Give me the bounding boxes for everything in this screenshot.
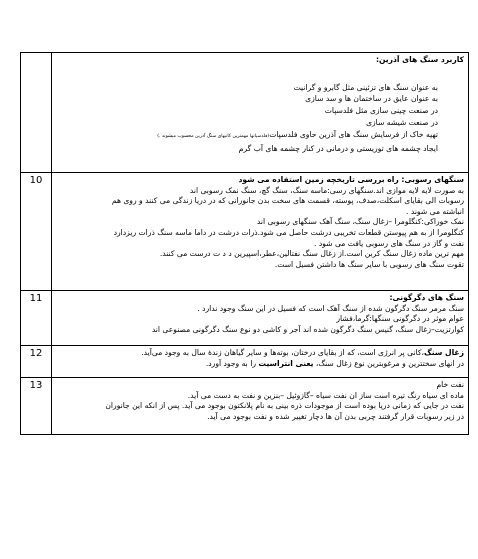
text-segment: در انهای سختترین و مرغوبترین نوع زغال سنگ، xyxy=(313,358,464,368)
bullet-list xyxy=(55,82,464,155)
text-segment: را به وجود آورد. xyxy=(205,358,259,368)
lesson-table xyxy=(20,52,469,435)
coal-term: زغال سنگ xyxy=(424,348,464,357)
table-row xyxy=(21,291,469,346)
text-line: ماده ای سیاه رنگ تیره است ساز ان نفت سیاه –گازوئیل –بنزین و نفت به دست می آید. xyxy=(187,390,464,400)
text-line: نفت و گاز در سنگ های رسوبی یافت می شود . xyxy=(314,238,464,248)
text-line: انباشته می شوند . xyxy=(406,206,464,216)
table-row xyxy=(21,173,469,291)
text-line: نفت در جایی که زمانی دریا بوده است از موجودات ذره بینی به نام پلانکتون بوجود می آید. پس از انکه این جانوران xyxy=(105,401,464,411)
text-line: تقوت سنگ های رسوبی با سایر سنگ ها داشتن فسیل است. xyxy=(274,259,464,269)
text-line: در زیر رسوبات قرار گرفتند چربی بدن آن ها دچار تغییر شده و نفت بوجود می آید. xyxy=(207,411,464,421)
row-number: 10 xyxy=(21,173,52,291)
row-content xyxy=(52,173,469,291)
text-line: کنگلومرا از به هم پیوستن قطعات تخریبی درشت حاصل می شود.ذرات درشت در داما ماسه سنگ ذرات ریزدارد xyxy=(113,227,464,237)
text-line: نفت خام xyxy=(436,380,464,389)
section-title: سنگ های دگرگونی: xyxy=(389,293,464,302)
text-line xyxy=(55,359,464,370)
row-number xyxy=(21,53,52,173)
text-line xyxy=(55,348,464,359)
row-content xyxy=(52,346,469,378)
text-line: رسوبات الی بقایای اسکلت،صدف، پوسته، قسمت های سخت بدن جانورانی که در دریا زندگی می کنند و روی هم xyxy=(111,196,464,206)
row-number: 11 xyxy=(21,291,52,346)
row-content xyxy=(52,378,469,435)
text-line: به صورت لایه لایه موازی اند.سنگهای رسی:ماسه سنگ، سنگ گچ، سنگ نمک رسوبی اند xyxy=(189,185,464,195)
row-number: 13 xyxy=(21,378,52,435)
list-item: • به عنوان عایق در ساختمان ها و سد سازی xyxy=(55,93,438,105)
anthracite-term: یعنی انتراسیت xyxy=(258,358,314,368)
list-item: • ایجاد چشمه های توریستی و درمانی در کنار چشمه های آب گرم xyxy=(55,143,438,155)
list-item: • به عنوان سنگ های تزئینی مثل گابرو و گرانیت xyxy=(55,82,438,94)
section-title: سنگهای رسوبی: راه بررسی تاریخچه زمین استفاده می شود xyxy=(238,175,464,184)
table-row xyxy=(21,346,469,378)
list-item-text: تهیه خاک از فرسایش سنگ های آذرین حاوی فلدسپات xyxy=(269,129,438,139)
table-row xyxy=(21,53,469,173)
text-line: کوارتزیت–زغال سنگ، گنیس سنگ دگرگون شده اند آجر و کاشی دو نوع سنگ دگرگونی مصنوعی اند xyxy=(151,324,464,334)
footnote-text: (فلدسپاتها مهمترین کانیهای سنگ آذرین محسوب میشوند .) xyxy=(157,133,270,139)
text-line: سنگ مرمر سنگ دگرگون شده از سنگ آهک است که فسیل در این سنگ وجود ندارد . xyxy=(197,303,464,313)
list-item: • در صنعت شیشه سازی xyxy=(55,117,438,129)
coal-definition: ،کانی پر انرژی است، که از بقایای درختان، بوته‌ها و سایر گیاهان زنده‌ٔ سال به وجود می‌آید. xyxy=(141,348,424,357)
section-title: کاربرد سنگ های آذرین: xyxy=(375,55,464,64)
row-number: 12 xyxy=(21,346,52,378)
text-line: نمک خوراکی:کنگلومرا –زغال سنگ، سنگ آهک سنگهای رسوبی اند xyxy=(256,217,464,227)
list-item xyxy=(55,129,438,143)
list-item: • در صنعت چینی سازی مثل فلدسپات xyxy=(55,105,438,117)
text-line: عوام موثر در دگرگونی سنگها:گرما،فشار xyxy=(336,314,464,324)
row-content xyxy=(52,53,469,173)
row-content xyxy=(52,291,469,346)
table-row xyxy=(21,378,469,435)
text-line: مهم ترین ماده زغال سنگ کربن است.از زغال سنگ نفتالین،عطر،اسپیرین د د ت درست می کنند. xyxy=(159,249,464,259)
